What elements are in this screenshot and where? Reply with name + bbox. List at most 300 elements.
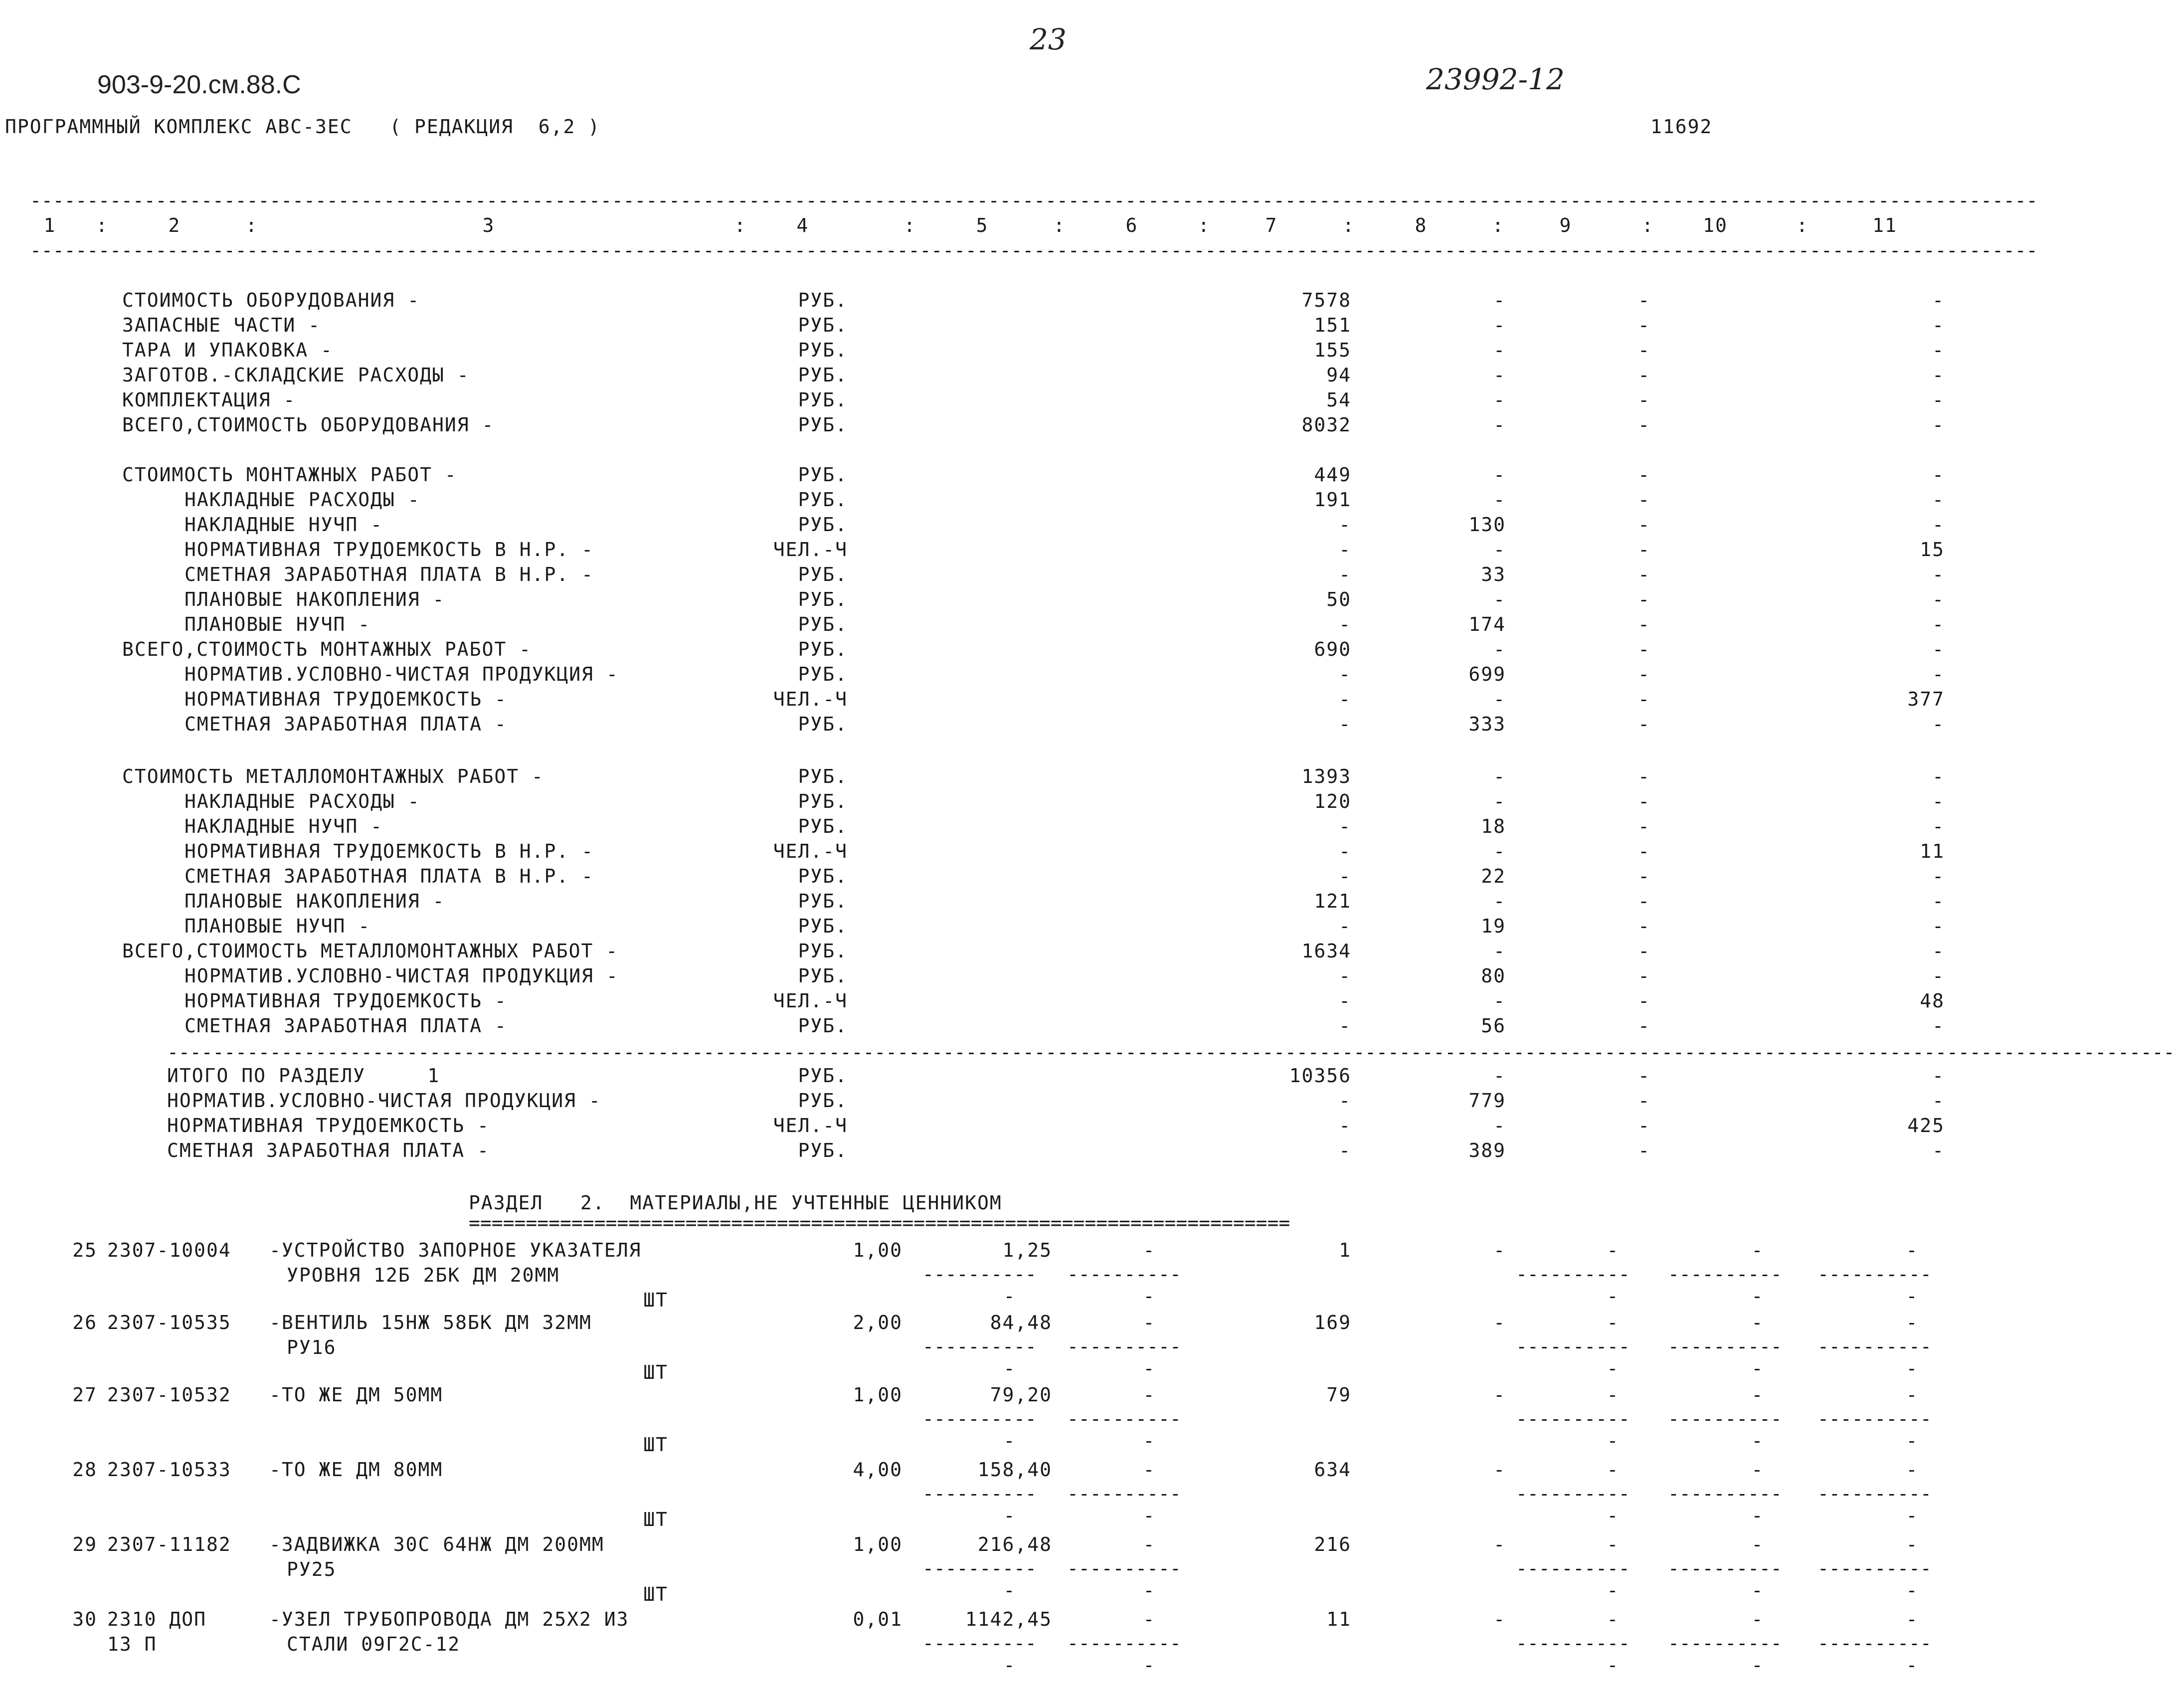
summary-col8: 19 <box>1481 915 1506 937</box>
item-col7: 1 <box>1339 1239 1351 1261</box>
summary-unit: РУБ. <box>798 564 848 585</box>
item-col10: - <box>1751 1608 1764 1630</box>
item-col10-sub: - <box>1751 1505 1764 1526</box>
item-cell-underline: ---------- <box>1668 1557 1782 1579</box>
column-separator: : <box>1641 214 1654 236</box>
summary-col9: - <box>1638 965 1650 987</box>
summary-col9: - <box>1638 489 1650 511</box>
handwritten-reference: 23992-12 <box>1426 62 1565 96</box>
summary-label: НОРМАТИВНАЯ ТРУДОЕМКОСТЬ - <box>184 688 507 710</box>
item-col9-sub: - <box>1607 1654 1620 1676</box>
item-cell-underline: ---------- <box>1067 1483 1181 1505</box>
column-header: 2 <box>168 214 181 236</box>
item-col7: 634 <box>1314 1459 1351 1481</box>
item-col7: 11 <box>1326 1608 1351 1630</box>
item-col9-sub: - <box>1607 1505 1620 1526</box>
summary-unit: РУБ. <box>798 1015 848 1037</box>
summary-col9: - <box>1638 339 1650 361</box>
item-unit: ШТ <box>643 1361 668 1383</box>
summary-col8: 699 <box>1468 663 1506 685</box>
column-header: 9 <box>1559 214 1572 236</box>
summary-col8: 80 <box>1481 965 1506 987</box>
item-quantity: 2,00 <box>853 1312 903 1333</box>
section2-underline: ======================================================================== <box>469 1212 1290 1234</box>
item-col10-sub: - <box>1751 1430 1764 1452</box>
summary-col7: - <box>1339 564 1351 585</box>
summary-label: ТАРА И УПАКОВКА - <box>122 339 333 361</box>
summary-col9: - <box>1638 389 1650 411</box>
summary-col9: - <box>1638 564 1650 585</box>
summary-col9: - <box>1638 990 1650 1012</box>
summary-col8: - <box>1493 638 1506 660</box>
summary-unit: РУБ. <box>798 414 848 436</box>
summary-unit: РУБ. <box>798 339 848 361</box>
summary-col11: - <box>1932 965 1945 987</box>
summary-col9: - <box>1638 588 1650 610</box>
summary-col11: - <box>1932 564 1945 585</box>
item-description: -ЗАДВИЖКА 30С 64НЖ ДМ 200ММ <box>269 1533 604 1555</box>
summary-unit: РУБ. <box>798 965 848 987</box>
summary-label: СТОИМОСТЬ МЕТАЛЛОМОНТАЖНЫХ РАБОТ - <box>122 765 544 787</box>
item-cell-underline: ---------- <box>1516 1632 1630 1654</box>
item-price: 1,25 <box>1002 1239 1052 1261</box>
total-col8: - <box>1493 1115 1506 1137</box>
item-cell-underline: ---------- <box>922 1408 1037 1430</box>
summary-col8: 22 <box>1481 865 1506 887</box>
total-col7: - <box>1339 1115 1351 1137</box>
summary-label: ПЛАНОВЫЕ НУЧП - <box>184 915 371 937</box>
summary-col9: - <box>1638 688 1650 710</box>
summary-unit: ЧЕЛ.-Ч <box>773 990 848 1012</box>
item-col11-sub: - <box>1906 1505 1919 1526</box>
total-label: ИТОГО ПО РАЗДЕЛУ 1 <box>167 1065 440 1087</box>
item-cell-underline: ---------- <box>922 1335 1037 1357</box>
summary-unit: РУБ. <box>798 613 848 635</box>
item-col11-sub: - <box>1906 1654 1919 1676</box>
summary-col11: - <box>1932 638 1945 660</box>
total-unit: ЧЕЛ.-Ч <box>773 1115 848 1137</box>
total-col9: - <box>1638 1065 1650 1087</box>
summary-col8: - <box>1493 890 1506 912</box>
summary-unit: РУБ. <box>798 588 848 610</box>
summary-col11: 15 <box>1920 539 1945 561</box>
summary-col7: 121 <box>1314 890 1351 912</box>
item-cell-underline: ---------- <box>1516 1263 1630 1285</box>
column-header: 3 <box>482 214 495 236</box>
summary-col9: - <box>1638 514 1650 536</box>
summary-col7: 449 <box>1314 464 1351 486</box>
item-col9-sub: - <box>1607 1285 1620 1307</box>
item-cell-underline: ---------- <box>1817 1408 1932 1430</box>
item-col10-sub: - <box>1751 1654 1764 1676</box>
sheet-number: 11692 <box>1650 116 1713 138</box>
total-col8: - <box>1493 1065 1506 1087</box>
summary-unit: РУБ. <box>798 289 848 311</box>
item-col11-sub: - <box>1906 1430 1919 1452</box>
item-cell-underline: ---------- <box>1516 1408 1630 1430</box>
item-price: 216,48 <box>977 1533 1052 1555</box>
item-quantity: 0,01 <box>853 1608 903 1630</box>
summary-unit: РУБ. <box>798 915 848 937</box>
summary-col11: - <box>1932 613 1945 635</box>
summary-col8: - <box>1493 790 1506 812</box>
summary-col7: 8032 <box>1301 414 1351 436</box>
summary-label: СМЕТНАЯ ЗАРАБОТНАЯ ПЛАТА - <box>184 713 507 735</box>
summary-col11: - <box>1932 389 1945 411</box>
summary-col7: - <box>1339 915 1351 937</box>
column-separator: : <box>1492 214 1505 236</box>
summary-col7: 94 <box>1326 364 1351 386</box>
summary-col7: - <box>1339 990 1351 1012</box>
summary-col8: - <box>1493 489 1506 511</box>
summary-col9: - <box>1638 663 1650 685</box>
summary-label: НОРМАТИВНАЯ ТРУДОЕМКОСТЬ - <box>184 990 507 1012</box>
column-separator: : <box>734 214 747 236</box>
summary-col9: - <box>1638 1015 1650 1037</box>
summary-label: ЗАПАСНЫЕ ЧАСТИ - <box>122 314 321 336</box>
summary-col7: - <box>1339 514 1351 536</box>
item-col6-sub: - <box>1143 1654 1156 1676</box>
item-code: 2307-10533 <box>107 1459 231 1481</box>
item-description: РУ25 <box>287 1558 337 1580</box>
summary-label: ВСЕГО,СТОИМОСТЬ МЕТАЛЛОМОНТАЖНЫХ РАБОТ - <box>122 940 619 962</box>
summary-unit: РУБ. <box>798 464 848 486</box>
item-col8: - <box>1493 1312 1506 1333</box>
item-cell-underline: ---------- <box>1668 1632 1782 1654</box>
total-label: НОРМАТИВНАЯ ТРУДОЕМКОСТЬ - <box>167 1115 490 1137</box>
summary-col9: - <box>1638 790 1650 812</box>
summary-col8: 174 <box>1468 613 1506 635</box>
summary-col8: 333 <box>1468 713 1506 735</box>
summary-unit: РУБ. <box>798 815 848 837</box>
summary-col11: - <box>1932 915 1945 937</box>
summary-unit: РУБ. <box>798 364 848 386</box>
item-col10: - <box>1751 1533 1764 1555</box>
summary-label: СМЕТНАЯ ЗАРАБОТНАЯ ПЛАТА В Н.Р. - <box>184 865 594 887</box>
item-col8: - <box>1493 1459 1506 1481</box>
item-code-line2: 13 П <box>107 1633 157 1655</box>
summary-col9: - <box>1638 314 1650 336</box>
summary-label: ВСЕГО,СТОИМОСТЬ ОБОРУДОВАНИЯ - <box>122 414 495 436</box>
item-cell-underline: ---------- <box>1067 1408 1181 1430</box>
summary-col11: - <box>1932 890 1945 912</box>
summary-col8: - <box>1493 339 1506 361</box>
summary-col7: - <box>1339 663 1351 685</box>
item-number: 25 <box>72 1239 97 1261</box>
summary-label: СМЕТНАЯ ЗАРАБОТНАЯ ПЛАТА - <box>184 1015 507 1037</box>
item-cell-underline: ---------- <box>922 1483 1037 1505</box>
summary-unit: РУБ. <box>798 389 848 411</box>
total-label: СМЕТНАЯ ЗАРАБОТНАЯ ПЛАТА - <box>167 1139 490 1161</box>
item-cell-underline: ---------- <box>1067 1263 1181 1285</box>
item-price: 1142,45 <box>965 1608 1052 1630</box>
column-header: 6 <box>1125 214 1138 236</box>
item-col11: - <box>1906 1239 1919 1261</box>
item-col6-sub: - <box>1143 1430 1156 1452</box>
total-col7: 10356 <box>1289 1065 1351 1087</box>
summary-label: НОРМАТИВ.УСЛОВНО-ЧИСТАЯ ПРОДУКЦИЯ - <box>184 965 619 987</box>
item-col9: - <box>1607 1239 1620 1261</box>
item-cell-underline: ---------- <box>1668 1335 1782 1357</box>
item-col9-sub: - <box>1607 1430 1620 1452</box>
item-col10: - <box>1751 1312 1764 1333</box>
item-col11-sub: - <box>1906 1579 1919 1601</box>
column-separator: : <box>1198 214 1211 236</box>
summary-col11: 11 <box>1920 840 1945 862</box>
summary-col11: - <box>1932 588 1945 610</box>
summary-col11: - <box>1932 414 1945 436</box>
item-col10: - <box>1751 1459 1764 1481</box>
page-number: 23 <box>1030 22 1067 56</box>
total-col9: - <box>1638 1115 1650 1137</box>
summary-unit: РУБ. <box>798 790 848 812</box>
summary-unit: РУБ. <box>798 890 848 912</box>
item-code: 2307-10004 <box>107 1239 231 1261</box>
item-cell-underline: ---------- <box>1668 1408 1782 1430</box>
item-col10-sub: - <box>1751 1357 1764 1379</box>
total-col7: - <box>1339 1090 1351 1112</box>
item-unit: ШТ <box>643 1434 668 1456</box>
summary-col9: - <box>1638 865 1650 887</box>
item-quantity: 1,00 <box>853 1384 903 1406</box>
item-col9: - <box>1607 1608 1620 1630</box>
summary-col7: 151 <box>1314 314 1351 336</box>
item-col6: - <box>1143 1312 1156 1333</box>
summary-label: НОРМАТИВ.УСЛОВНО-ЧИСТАЯ ПРОДУКЦИЯ - <box>184 663 619 685</box>
summary-label: ПЛАНОВЫЕ НУЧП - <box>184 613 371 635</box>
item-col10: - <box>1751 1239 1764 1261</box>
item-col6-sub: - <box>1143 1579 1156 1601</box>
item-col7: 79 <box>1326 1384 1351 1406</box>
item-col7: 216 <box>1314 1533 1351 1555</box>
item-col6: - <box>1143 1608 1156 1630</box>
summary-unit: ЧЕЛ.-Ч <box>773 688 848 710</box>
summary-col9: - <box>1638 915 1650 937</box>
summary-col11: 48 <box>1920 990 1945 1012</box>
item-cell-underline: ---------- <box>1516 1335 1630 1357</box>
column-header: 7 <box>1265 214 1278 236</box>
item-col8: - <box>1493 1384 1506 1406</box>
item-col9-sub: - <box>1607 1579 1620 1601</box>
item-col11-sub: - <box>1906 1357 1919 1379</box>
column-separator: : <box>1796 214 1809 236</box>
summary-col11: 377 <box>1907 688 1945 710</box>
item-number: 30 <box>72 1608 97 1630</box>
section-total-rule: -------------------------------------------------------------------------------------------------------------------------------------------------------------------------------- <box>167 1041 2175 1063</box>
item-cell-underline: ---------- <box>922 1632 1037 1654</box>
summary-col7: 155 <box>1314 339 1351 361</box>
summary-label: НОРМАТИВНАЯ ТРУДОЕМКОСТЬ В Н.Р. - <box>184 840 594 862</box>
summary-col9: - <box>1638 890 1650 912</box>
item-cell-underline: ---------- <box>1067 1335 1181 1357</box>
item-description: РУ16 <box>287 1336 337 1358</box>
item-col10-sub: - <box>1751 1285 1764 1307</box>
summary-col9: - <box>1638 364 1650 386</box>
total-col9: - <box>1638 1139 1650 1161</box>
summary-col7: 120 <box>1314 790 1351 812</box>
total-col7: - <box>1339 1139 1351 1161</box>
summary-col11: - <box>1932 790 1945 812</box>
item-cell-underline: ---------- <box>1067 1557 1181 1579</box>
item-col8: - <box>1493 1239 1506 1261</box>
item-col5-sub: - <box>1003 1430 1016 1452</box>
summary-label: СМЕТНАЯ ЗАРАБОТНАЯ ПЛАТА В Н.Р. - <box>184 564 594 585</box>
summary-col8: - <box>1493 414 1506 436</box>
item-code: 2307-11182 <box>107 1533 231 1555</box>
item-quantity: 4,00 <box>853 1459 903 1481</box>
summary-unit: ЧЕЛ.-Ч <box>773 840 848 862</box>
item-quantity: 1,00 <box>853 1533 903 1555</box>
summary-col11: - <box>1932 489 1945 511</box>
item-number: 27 <box>72 1384 97 1406</box>
summary-col7: - <box>1339 865 1351 887</box>
item-unit: ШТ <box>643 1509 668 1530</box>
summary-col8: - <box>1493 314 1506 336</box>
summary-col8: - <box>1493 539 1506 561</box>
column-separator: : <box>904 214 916 236</box>
summary-col8: - <box>1493 389 1506 411</box>
column-separator: : <box>96 214 109 236</box>
total-col9: - <box>1638 1090 1650 1112</box>
summary-col8: - <box>1493 688 1506 710</box>
summary-label: ПЛАНОВЫЕ НАКОПЛЕНИЯ - <box>184 588 445 610</box>
summary-col8: 33 <box>1481 564 1506 585</box>
summary-col9: - <box>1638 638 1650 660</box>
item-cell-underline: ---------- <box>1516 1557 1630 1579</box>
item-cell-underline: ---------- <box>922 1557 1037 1579</box>
summary-col7: 690 <box>1314 638 1351 660</box>
item-quantity: 1,00 <box>853 1239 903 1261</box>
item-description: УРОВНЯ 12Б 2БК ДМ 20ММ <box>287 1264 560 1286</box>
summary-unit: РУБ. <box>798 638 848 660</box>
summary-col9: - <box>1638 613 1650 635</box>
item-cell-underline: ---------- <box>922 1263 1037 1285</box>
total-col11: - <box>1932 1090 1945 1112</box>
item-col11: - <box>1906 1459 1919 1481</box>
item-col9: - <box>1607 1312 1620 1333</box>
document-code: 903-9-20.см.88.С <box>97 70 301 99</box>
item-description: -ВЕНТИЛЬ 15НЖ 58БК ДМ 32ММ <box>269 1312 592 1333</box>
item-number: 28 <box>72 1459 97 1481</box>
column-header: 10 <box>1703 214 1728 236</box>
column-header: 5 <box>976 214 989 236</box>
column-header: 1 <box>43 214 56 236</box>
program-title: ПРОГРАММНЫЙ КОМПЛЕКС АВС-3ЕС ( РЕДАКЦИЯ 6,2 ) <box>5 116 601 138</box>
item-col6: - <box>1143 1239 1156 1261</box>
column-separator: : <box>245 214 258 236</box>
total-col8: 779 <box>1468 1090 1506 1112</box>
summary-col8: - <box>1493 364 1506 386</box>
item-col6: - <box>1143 1533 1156 1555</box>
summary-col7: - <box>1339 539 1351 561</box>
summary-col7: - <box>1339 688 1351 710</box>
summary-col8: 130 <box>1468 514 1506 536</box>
summary-unit: РУБ. <box>798 765 848 787</box>
summary-col7: 1634 <box>1301 940 1351 962</box>
item-col5-sub: - <box>1003 1285 1016 1307</box>
summary-col8: - <box>1493 765 1506 787</box>
summary-unit: РУБ. <box>798 940 848 962</box>
summary-col7: - <box>1339 613 1351 635</box>
summary-unit: РУБ. <box>798 713 848 735</box>
item-cell-underline: ---------- <box>1817 1483 1932 1505</box>
item-col11: - <box>1906 1384 1919 1406</box>
summary-label: НАКЛАДНЫЕ РАСХОДЫ - <box>184 489 420 511</box>
item-col5-sub: - <box>1003 1579 1016 1601</box>
item-col6: - <box>1143 1459 1156 1481</box>
total-label: НОРМАТИВ.УСЛОВНО-ЧИСТАЯ ПРОДУКЦИЯ - <box>167 1090 601 1112</box>
total-unit: РУБ. <box>798 1065 848 1087</box>
item-col5-sub: - <box>1003 1654 1016 1676</box>
item-cell-underline: ---------- <box>1516 1483 1630 1505</box>
summary-label: НОРМАТИВНАЯ ТРУДОЕМКОСТЬ В Н.Р. - <box>184 539 594 561</box>
item-description: -УСТРОЙСТВО ЗАПОРНОЕ УКАЗАТЕЛЯ <box>269 1239 642 1261</box>
summary-col7: 1393 <box>1301 765 1351 787</box>
section2-title: РАЗДЕЛ 2. МАТЕРИАЛЫ,НЕ УЧТЕННЫЕ ЦЕННИКОМ <box>469 1192 1002 1214</box>
item-col9: - <box>1607 1459 1620 1481</box>
item-col7: 169 <box>1314 1312 1351 1333</box>
summary-col7: 50 <box>1326 588 1351 610</box>
item-cell-underline: ---------- <box>1817 1263 1932 1285</box>
summary-col8: 18 <box>1481 815 1506 837</box>
summary-unit: РУБ. <box>798 314 848 336</box>
summary-col7: - <box>1339 840 1351 862</box>
item-description: СТАЛИ 09Г2С-12 <box>287 1633 461 1655</box>
item-description: -ТО ЖЕ ДМ 50ММ <box>269 1384 443 1406</box>
item-col9-sub: - <box>1607 1357 1620 1379</box>
summary-col9: - <box>1638 539 1650 561</box>
total-unit: РУБ. <box>798 1090 848 1112</box>
item-unit: ШТ <box>643 1289 668 1311</box>
item-description: -ТО ЖЕ ДМ 80ММ <box>269 1459 443 1481</box>
item-col6-sub: - <box>1143 1285 1156 1307</box>
column-header: 11 <box>1872 214 1897 236</box>
summary-unit: РУБ. <box>798 489 848 511</box>
summary-label: НАКЛАДНЫЕ НУЧП - <box>184 815 383 837</box>
summary-col8: - <box>1493 588 1506 610</box>
summary-col11: - <box>1932 765 1945 787</box>
item-col11: - <box>1906 1608 1919 1630</box>
summary-label: ВСЕГО,СТОИМОСТЬ МОНТАЖНЫХ РАБОТ - <box>122 638 532 660</box>
total-col8: 389 <box>1468 1139 1506 1161</box>
summary-col8: - <box>1493 940 1506 962</box>
item-price: 79,20 <box>990 1384 1052 1406</box>
header-rule-top: -------------------------------------------------------------------------------------------------------------------------------------------------------------------------------- <box>30 190 2038 211</box>
column-header: 4 <box>796 214 809 236</box>
total-col11: - <box>1932 1065 1945 1087</box>
item-code: 2310 ДОП <box>107 1608 207 1630</box>
summary-col7: 54 <box>1326 389 1351 411</box>
summary-label: НАКЛАДНЫЕ НУЧП - <box>184 514 383 536</box>
summary-col11: - <box>1932 364 1945 386</box>
column-header: 8 <box>1415 214 1428 236</box>
summary-col9: - <box>1638 464 1650 486</box>
summary-col7: 191 <box>1314 489 1351 511</box>
summary-col9: - <box>1638 765 1650 787</box>
total-col11: - <box>1932 1139 1945 1161</box>
summary-col11: - <box>1932 464 1945 486</box>
summary-unit: ЧЕЛ.-Ч <box>773 539 848 561</box>
total-unit: РУБ. <box>798 1139 848 1161</box>
summary-col11: - <box>1932 940 1945 962</box>
summary-label: НАКЛАДНЫЕ РАСХОДЫ - <box>184 790 420 812</box>
item-col8: - <box>1493 1533 1506 1555</box>
summary-col7: - <box>1339 815 1351 837</box>
summary-col9: - <box>1638 940 1650 962</box>
item-cell-underline: ---------- <box>1067 1632 1181 1654</box>
item-col9: - <box>1607 1384 1620 1406</box>
item-col6-sub: - <box>1143 1505 1156 1526</box>
